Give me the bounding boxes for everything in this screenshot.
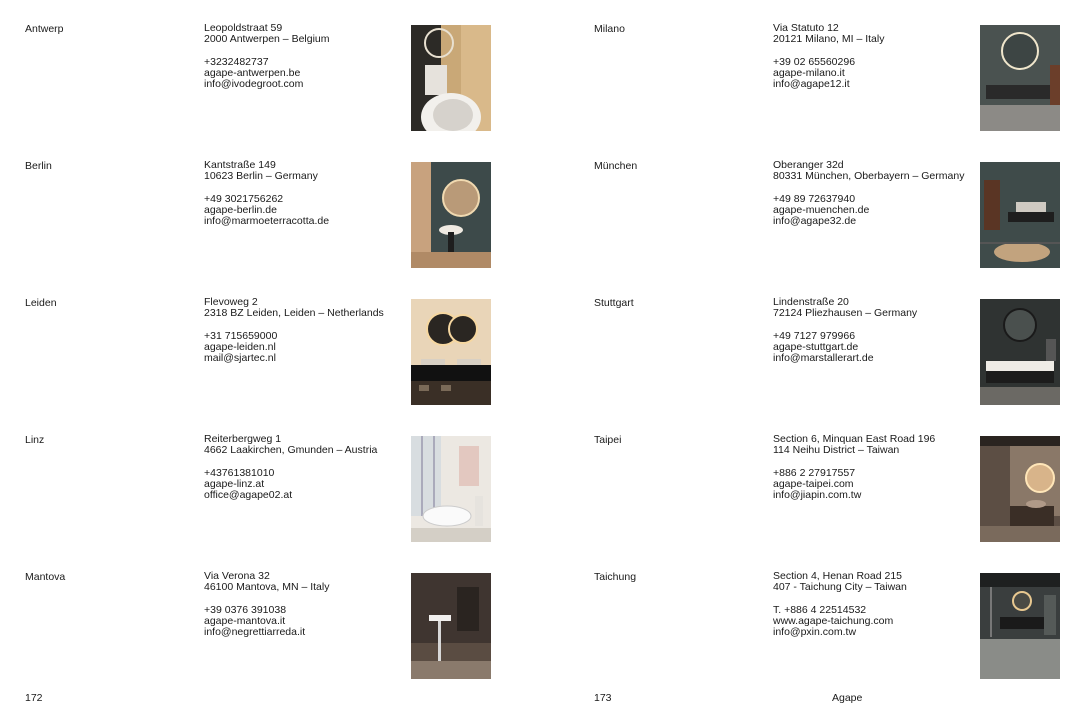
email: info@pxin.com.tw bbox=[773, 626, 857, 639]
showroom-photo bbox=[980, 162, 1060, 268]
postal-line: 72124 Pliezhausen – Germany bbox=[773, 307, 918, 320]
brand-name: Agape bbox=[832, 692, 863, 704]
street: Reiterbergweg 1 bbox=[204, 433, 282, 445]
website: agape-mantova.it bbox=[204, 614, 286, 627]
city-name: Taichung bbox=[594, 571, 637, 583]
street: Kantstraße 149 bbox=[204, 159, 276, 171]
website: agape-stuttgart.de bbox=[773, 340, 859, 353]
street: Lindenstraße 20 bbox=[773, 296, 849, 308]
left-page bbox=[0, 0, 542, 726]
phone: T. +886 4 22514532 bbox=[773, 603, 867, 616]
address-block bbox=[204, 297, 409, 364]
email: info@jiapin.com.tw bbox=[773, 489, 862, 502]
showroom-photo bbox=[980, 299, 1060, 405]
city-name: Antwerp bbox=[25, 23, 64, 35]
email: info@agape32.de bbox=[773, 215, 857, 228]
street: Oberanger 32d bbox=[773, 159, 844, 171]
email: info@marstallerart.de bbox=[773, 352, 874, 365]
postal-line: 80331 München, Oberbayern – Germany bbox=[773, 170, 965, 183]
phone: +31 715659000 bbox=[204, 329, 278, 342]
dealer-entry-linz bbox=[0, 433, 540, 544]
email: office@agape02.at bbox=[204, 489, 293, 502]
phone: +39 0376 391038 bbox=[204, 603, 287, 616]
street: Section 4, Henan Road 215 bbox=[773, 570, 903, 582]
address-block bbox=[773, 297, 978, 364]
website: agape-taipei.com bbox=[773, 477, 854, 490]
website: agape-linz.at bbox=[204, 477, 265, 490]
page-number: 172 bbox=[25, 692, 43, 704]
address-block bbox=[773, 434, 978, 501]
city-name: Stuttgart bbox=[594, 297, 634, 309]
dealer-entry-milano bbox=[569, 22, 1085, 133]
dealer-entry-muenchen bbox=[569, 159, 1085, 270]
website: agape-berlin.de bbox=[204, 203, 277, 216]
phone: +49 89 72637940 bbox=[773, 192, 856, 205]
dealer-entry-mantova bbox=[0, 570, 540, 681]
phone: +49 3021756262 bbox=[204, 192, 284, 205]
dealer-entry-leiden bbox=[0, 296, 540, 407]
street: Leopoldstraat 59 bbox=[204, 22, 283, 34]
city-name: Taipei bbox=[594, 434, 622, 446]
showroom-photo bbox=[411, 436, 491, 542]
address-block bbox=[204, 571, 409, 638]
email: mail@sjartec.nl bbox=[204, 352, 276, 365]
address-block bbox=[204, 23, 409, 90]
page-number: 173 bbox=[594, 692, 612, 704]
address-block bbox=[204, 160, 409, 227]
phone: +49 7127 979966 bbox=[773, 329, 856, 342]
street: Via Verona 32 bbox=[204, 570, 270, 582]
showroom-photo bbox=[411, 573, 491, 679]
phone: +43761381010 bbox=[204, 466, 275, 479]
city-name: Linz bbox=[25, 434, 45, 446]
postal-line: 2318 BZ Leiden, Leiden – Netherlands bbox=[204, 307, 384, 320]
address-block bbox=[773, 23, 978, 90]
phone: +886 2 27917557 bbox=[773, 466, 856, 479]
postal-line: 4662 Laakirchen, Gmunden – Austria bbox=[204, 444, 378, 457]
street: Section 6, Minquan East Road 196 bbox=[773, 433, 936, 445]
email: info@agape12.it bbox=[773, 78, 850, 91]
email: info@negrettiarreda.it bbox=[204, 626, 306, 639]
showroom-photo bbox=[980, 573, 1060, 679]
postal-line: 20121 Milano, MI – Italy bbox=[773, 33, 885, 46]
phone: +39 02 65560296 bbox=[773, 55, 856, 68]
street: Via Statuto 12 bbox=[773, 22, 839, 34]
email: info@ivodegroot.com bbox=[204, 78, 304, 91]
dealer-entry-berlin bbox=[0, 159, 540, 270]
city-name: Berlin bbox=[25, 160, 52, 172]
address-block bbox=[773, 571, 978, 638]
showroom-photo bbox=[411, 25, 491, 131]
showroom-photo bbox=[980, 25, 1060, 131]
showroom-photo bbox=[411, 299, 491, 405]
website: agape-muenchen.de bbox=[773, 203, 870, 216]
website: agape-antwerpen.be bbox=[204, 66, 301, 79]
website: agape-leiden.nl bbox=[204, 340, 276, 353]
email: info@marmoeterracotta.de bbox=[204, 215, 330, 228]
city-name: München bbox=[594, 160, 638, 172]
showroom-photo bbox=[980, 436, 1060, 542]
address-block bbox=[204, 434, 409, 501]
dealer-entry-antwerp bbox=[0, 22, 540, 133]
postal-line: 46100 Mantova, MN – Italy bbox=[204, 581, 330, 594]
website: agape-milano.it bbox=[773, 66, 845, 79]
postal-line: 407 - Taichung City – Taiwan bbox=[773, 581, 907, 594]
showroom-photo bbox=[411, 162, 491, 268]
city-name: Milano bbox=[594, 23, 625, 35]
dealer-entry-taichung bbox=[569, 570, 1085, 681]
city-name: Leiden bbox=[25, 297, 57, 309]
address-block bbox=[773, 160, 978, 227]
postal-line: 10623 Berlin – Germany bbox=[204, 170, 318, 183]
city-name: Mantova bbox=[25, 571, 66, 583]
dealer-entry-stuttgart bbox=[569, 296, 1085, 407]
dealer-entry-taipei bbox=[569, 433, 1085, 544]
street: Flevoweg 2 bbox=[204, 296, 258, 308]
website: www.agape-taichung.com bbox=[773, 614, 894, 627]
postal-line: 2000 Antwerpen – Belgium bbox=[204, 33, 330, 46]
postal-line: 114 Neihu District – Taiwan bbox=[773, 444, 900, 457]
phone: +3232482737 bbox=[204, 55, 269, 68]
right-page bbox=[569, 0, 1085, 726]
